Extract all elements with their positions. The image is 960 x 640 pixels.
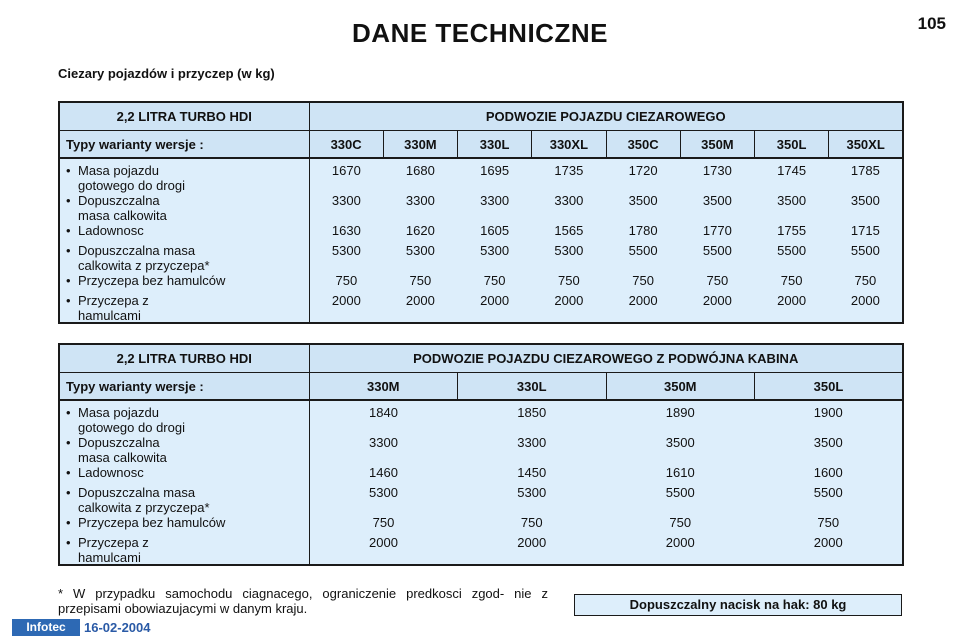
row-label-line: Dopuszczalna: [78, 193, 160, 208]
row-label: [66, 243, 210, 273]
page-title: DANE TECHNICZNE: [352, 18, 608, 48]
table-cell: 750: [780, 273, 803, 288]
table-cell: 750: [669, 515, 692, 530]
table-truck-chassis: [58, 101, 904, 324]
variant-column-header: 350M: [606, 373, 755, 401]
table-header-row: [59, 344, 903, 373]
row-labels: [59, 400, 309, 565]
table-cell: 3500: [702, 193, 732, 208]
row-label-line: Ladownosc: [78, 223, 144, 238]
table-cell: 3300: [405, 193, 435, 208]
row-labels: [59, 158, 309, 323]
row-label-line: hamulcami: [78, 550, 141, 565]
table-double-cab-chassis: [58, 343, 904, 566]
bullet-icon: •: [66, 273, 71, 288]
table-cell: 750: [483, 273, 506, 288]
bullet-icon: •: [66, 193, 71, 208]
row-label-line: calkowita z przyczepa*: [78, 258, 210, 273]
table-cell: 3300: [517, 435, 547, 450]
variant-column-header: 350C: [606, 131, 680, 159]
bullet-icon: •: [66, 465, 71, 480]
table-cell: 5300: [405, 243, 435, 258]
table-cell: 3500: [628, 193, 658, 208]
table-cell: 2000: [331, 293, 361, 308]
table-cell: 2000: [628, 293, 658, 308]
table-cell: 1630: [331, 223, 361, 238]
table-cell: 1600: [813, 465, 843, 480]
table-cell: 1745: [777, 163, 807, 178]
table-cell: 2000: [405, 293, 435, 308]
variant-label: Typy warianty wersje :: [59, 131, 309, 159]
footer-date: 16-02-2004: [84, 620, 151, 635]
table-cell: 1695: [480, 163, 510, 178]
row-label-line: masa calkowita: [78, 208, 167, 223]
row-label-line: Przyczepa bez hamulców: [78, 273, 226, 288]
bullet-icon: •: [66, 163, 71, 178]
variant-column-header: 330XL: [532, 131, 606, 159]
value-column: [680, 158, 754, 323]
hook-load-box: Dopuszczalny nacisk na hak: 80 kg: [574, 594, 902, 616]
bullet-icon: •: [66, 223, 71, 238]
bullet-icon: •: [66, 535, 71, 550]
table-cell: 5500: [628, 243, 658, 258]
row-label-line: masa calkowita: [78, 450, 167, 465]
table-cell: 1785: [850, 163, 880, 178]
table-cell: 2000: [777, 293, 807, 308]
table-cell: 1770: [702, 223, 732, 238]
table-cell: 2000: [813, 535, 843, 550]
bullet-icon: •: [66, 243, 71, 258]
table-cell: 1780: [628, 223, 658, 238]
group-header: PODWOZIE POJAZDU CIEZAROWEGO Z PODWÓJNA KABINA: [309, 344, 903, 373]
table-header-row: [59, 102, 903, 131]
table-cell: 1755: [777, 223, 807, 238]
table-cell: 3500: [813, 435, 843, 450]
variant-header-row: [59, 373, 903, 401]
value-column: [606, 158, 680, 323]
table-cell: 2000: [480, 293, 510, 308]
row-label-line: gotowego do drogi: [78, 178, 185, 193]
table-cell: 2000: [850, 293, 880, 308]
infotec-logo: Infotec: [12, 619, 80, 636]
table-cell: 5500: [702, 243, 732, 258]
variant-column-header: 350M: [680, 131, 754, 159]
table-cell: 750: [817, 515, 840, 530]
variant-label: Typy warianty wersje :: [59, 373, 309, 401]
row-label: [66, 293, 149, 323]
variant-column-header: 350L: [755, 131, 829, 159]
table-cell: 1735: [554, 163, 584, 178]
table-cell: 750: [632, 273, 654, 288]
group-header: PODWOZIE POJAZDU CIEZAROWEGO: [309, 102, 903, 131]
row-label: [66, 223, 144, 238]
table-cell: 750: [409, 273, 432, 288]
row-label-line: Przyczepa z: [78, 535, 149, 550]
row-label: [66, 163, 185, 193]
value-column: [755, 400, 904, 565]
row-label-line: Przyczepa z: [78, 293, 149, 308]
table-cell: 1850: [517, 405, 547, 420]
row-label-line: Dopuszczalna masa: [78, 243, 196, 258]
row-label-line: Masa pojazdu: [78, 405, 159, 420]
table-cell: 750: [520, 515, 543, 530]
section-title: Ciezary pojazdów i przyczep (w kg): [58, 66, 275, 81]
table-cell: 750: [854, 273, 877, 288]
bullet-icon: •: [66, 405, 71, 420]
table-cell: 1610: [665, 465, 695, 480]
table-cell: 5500: [813, 485, 843, 500]
value-column: [458, 158, 532, 323]
table-cell: 3300: [331, 193, 361, 208]
row-label: [66, 405, 185, 435]
variant-column-header: 330M: [383, 131, 457, 159]
value-column: [309, 158, 383, 323]
variant-column-header: 330M: [309, 373, 458, 401]
value-column: [755, 158, 829, 323]
variant-header-row: [59, 131, 903, 159]
table-cell: 1890: [665, 405, 695, 420]
bullet-icon: •: [66, 435, 71, 450]
value-column: [458, 400, 607, 565]
value-column: [829, 158, 903, 323]
bullet-icon: •: [66, 293, 71, 308]
row-label: [66, 465, 144, 480]
row-label-line: calkowita z przyczepa*: [78, 500, 210, 515]
variant-column-header: 330L: [458, 373, 607, 401]
table-cell: 5300: [480, 243, 510, 258]
row-label: [66, 485, 210, 515]
engine-header: 2,2 LITRA TURBO HDI: [59, 102, 309, 131]
table-cell: 3300: [554, 193, 584, 208]
table-cell: 3300: [369, 435, 398, 450]
variant-column-header: 330C: [309, 131, 383, 159]
table-cell: 1840: [369, 405, 398, 420]
row-label: [66, 273, 225, 288]
footnote: * W przypadku samochodu ciagnacego, ograniczenie predkosci zgod- nie z przepisami obowiazujacymi w danym kraju.: [58, 586, 548, 616]
table-cell: 2000: [554, 293, 584, 308]
table-cell: 1900: [813, 405, 843, 420]
table-cell: 1730: [702, 163, 732, 178]
row-label-line: Dopuszczalna masa: [78, 485, 196, 500]
row-label-line: hamulcami: [78, 308, 141, 323]
table-cell: 750: [372, 515, 395, 530]
table-cell: 2000: [665, 535, 695, 550]
value-column: [309, 400, 458, 565]
variant-column-header: 350L: [755, 373, 904, 401]
row-label: [66, 193, 167, 223]
table-cell: 1565: [554, 223, 584, 238]
row-label: [66, 515, 225, 530]
table-cell: 1720: [628, 163, 658, 178]
table-body-row: [59, 400, 903, 565]
row-label-line: gotowego do drogi: [78, 420, 185, 435]
value-column: [383, 158, 457, 323]
table-cell: 1680: [405, 163, 435, 178]
row-label-line: Przyczepa bez hamulców: [78, 515, 226, 530]
table-cell: 5300: [369, 485, 398, 500]
table-cell: 2000: [517, 535, 547, 550]
row-label: [66, 435, 167, 465]
value-column: [606, 400, 755, 565]
table-cell: 2000: [702, 293, 732, 308]
table-cell: 5500: [777, 243, 807, 258]
table-cell: 3500: [665, 435, 695, 450]
table-cell: 1620: [405, 223, 435, 238]
row-label: [66, 535, 149, 565]
table-cell: 750: [706, 273, 729, 288]
page-number: 105: [917, 14, 946, 33]
table-cell: 5300: [331, 243, 361, 258]
table-cell: 750: [335, 273, 358, 288]
table-cell: 750: [558, 273, 580, 288]
engine-header: 2,2 LITRA TURBO HDI: [59, 344, 309, 373]
row-label-line: Masa pojazdu: [78, 163, 159, 178]
variant-column-header: 330L: [458, 131, 532, 159]
table-cell: 2000: [369, 535, 398, 550]
bullet-icon: •: [66, 515, 71, 530]
table-cell: 3500: [850, 193, 880, 208]
variant-column-header: 350XL: [829, 131, 903, 159]
table-cell: 1670: [331, 163, 361, 178]
table-cell: 1450: [517, 465, 547, 480]
bullet-icon: •: [66, 485, 71, 500]
table-cell: 1460: [369, 465, 398, 480]
table-cell: 5500: [850, 243, 880, 258]
row-label-line: Dopuszczalna: [78, 435, 160, 450]
table-cell: 5300: [517, 485, 547, 500]
table-cell: 1605: [480, 223, 510, 238]
value-column: [532, 158, 606, 323]
table-cell: 5300: [554, 243, 584, 258]
row-label-line: Ladownosc: [78, 465, 144, 480]
table-body-row: [59, 158, 903, 323]
table-cell: 5500: [665, 485, 695, 500]
table-cell: 1715: [850, 223, 880, 238]
table-cell: 3300: [480, 193, 510, 208]
table-cell: 3500: [777, 193, 807, 208]
